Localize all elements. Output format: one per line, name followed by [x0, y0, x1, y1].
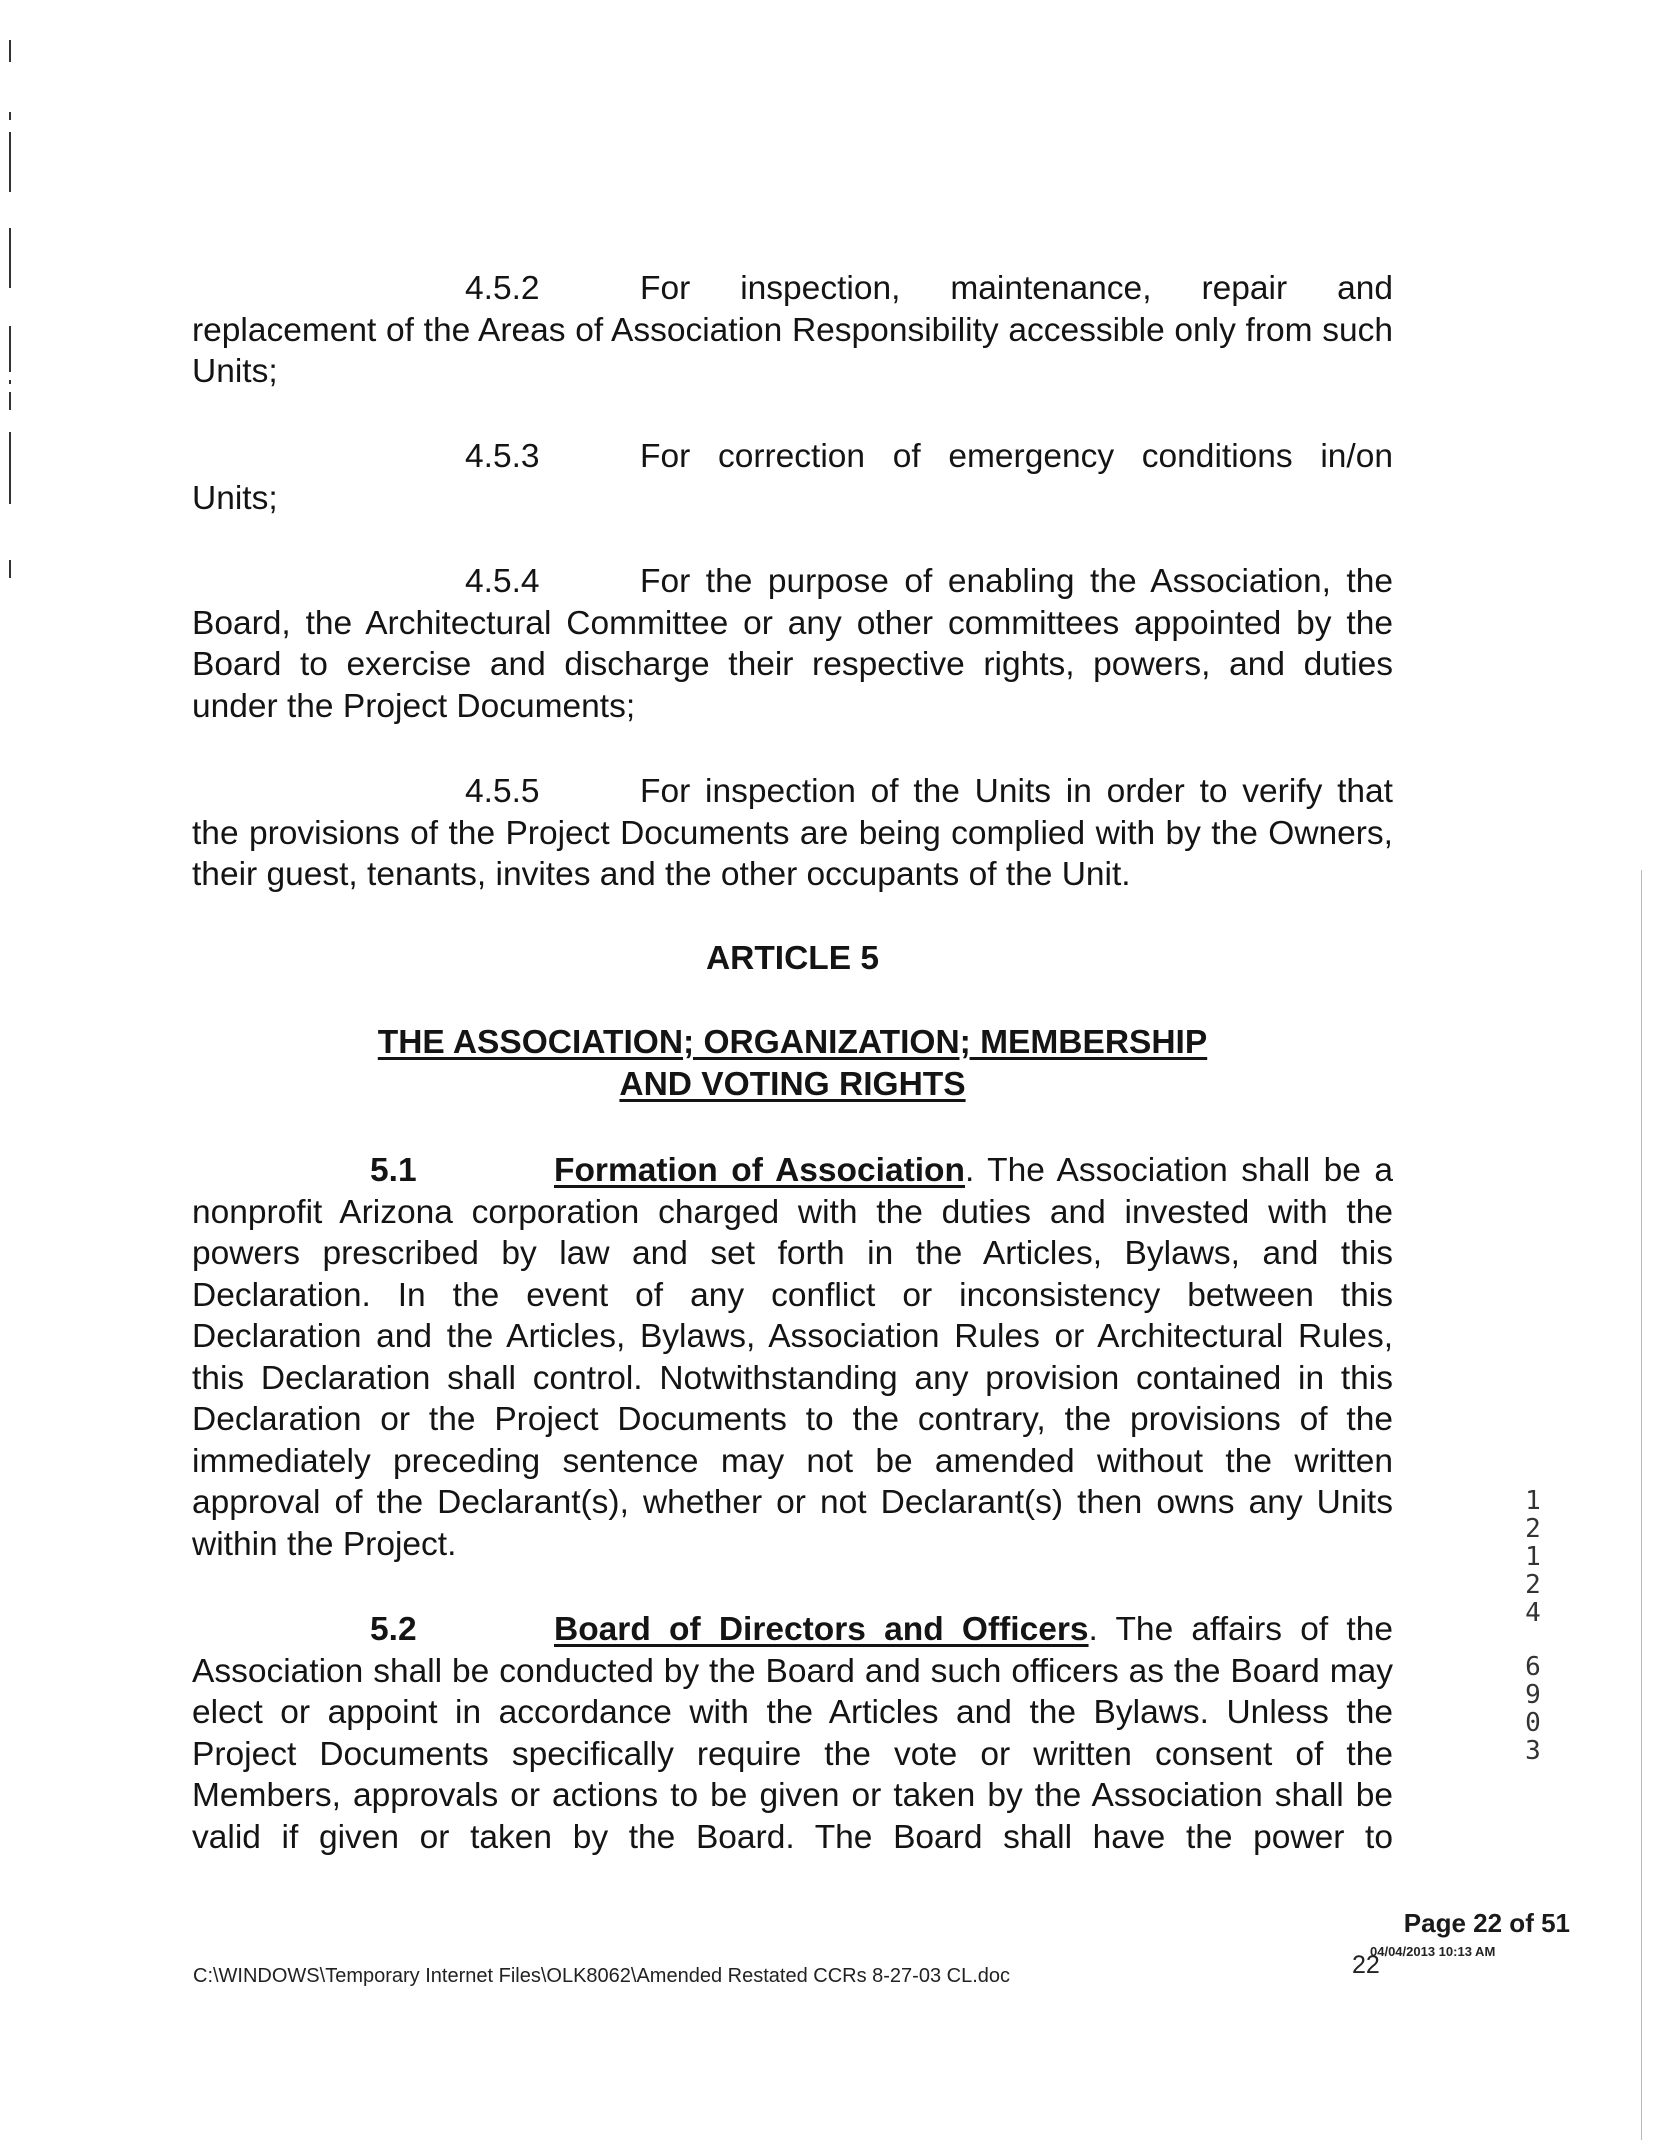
stamp-digit: 1 [1525, 1486, 1541, 1516]
section-text: Units; [192, 479, 278, 517]
article-title: ARTICLE 5 [705, 940, 880, 977]
section-4-5-4 [192, 561, 1393, 727]
section-4-5-2 [192, 268, 1393, 393]
section-heading: Board of Directors and Officers [554, 1611, 1089, 1648]
stamp-digit: 6 [1525, 1652, 1541, 1682]
stamp-digit: 3 [1525, 1736, 1541, 1766]
section-text: that the provisions of the Project Documents are being complied with by the Owners, their guest, tenants, invites and the other occupants of the Unit. [192, 773, 1393, 893]
section-number: 4.5.5 [465, 773, 540, 810]
footer-print-timestamp: 04/04/2013 10:13 AM [1370, 1944, 1496, 1959]
stamp-digit: 0 [1525, 1708, 1541, 1738]
article-subtitle-line-2: AND VOTING RIGHTS [619, 1066, 966, 1103]
section-5-1 [192, 1150, 1393, 1565]
section-first-line: For inspection, maintenance, repair and [640, 270, 1393, 307]
section-first-line: For inspection of the Units in order to verify [640, 773, 1323, 810]
stamp-digit: 2 [1525, 1570, 1541, 1600]
scan-margin-marks [0, 40, 20, 600]
section-first-line: For the purpose of enabling the Association, [640, 563, 1331, 600]
stamp-digit: 9 [1525, 1680, 1541, 1710]
section-text: Association shall be conducted by the Board and such officers as the Board may elect or appoint in accordance with the Articles and the Bylaws. Unless the Project Documents specifically require the vote or written consent of the Members, approvals or actions to be given or taken by the Association shall be valid if given or taken by the Board. The Board shall have the power to [192, 1652, 1393, 1856]
section-first-line: For correction of emergency conditions in/on [640, 438, 1393, 475]
scan-edge-line [1641, 870, 1642, 2140]
section-number: 4.5.2 [465, 270, 540, 307]
section-number: 4.5.4 [465, 563, 540, 600]
section-text: the Board, the Architectural Committee or any other committees appointed by the Board to exercise and discharge their respective rights, powers, and duties under the Project Documents; [192, 563, 1393, 725]
recording-number-stamp [1518, 1487, 1548, 1765]
section-number: 4.5.3 [465, 438, 540, 475]
section-text: be a nonprofit Arizona corporation charged with the duties and invested with the powers prescribed by law and set forth in the Articles, Bylaws, and this Declaration. In the event of any conflict or inconsistency between this Declaration and the Articles, Bylaws, Association Rules or Architectural Rules, this Declaration shall control. Notwithstanding any provision contained in this Declaration or the Project Documents to the contrary, the provisions of the immediately preceding sentence may not be amended without the written approval of the Declarant(s), whether or not Declarant(s) then owns any Units within the Project. [192, 1152, 1394, 1563]
stamp-digit: 2 [1525, 1514, 1541, 1544]
article-subtitle-line-1: THE ASSOCIATION; ORGANIZATION; MEMBERSHIP [377, 1024, 1208, 1061]
section-first-line: . The Association shall [964, 1152, 1311, 1189]
stamp-digit: 1 [1525, 1542, 1541, 1572]
section-number: 5.1 [370, 1152, 417, 1189]
footer-file-path: C:\WINDOWS\Temporary Internet Files\OLK8062\Amended Restated CCRs 8-27-03 CL.doc [193, 1965, 1010, 1987]
section-heading: Formation of Association [554, 1152, 965, 1189]
stamp-digit: 4 [1525, 1598, 1541, 1628]
section-text: replacement of the Areas of Association Responsibility accessible only from such Units; [192, 311, 1393, 390]
footer-page-label: Page 22 of 51 [1403, 1908, 1570, 1938]
section-number: 5.2 [370, 1611, 417, 1648]
section-4-5-3 [192, 436, 1393, 519]
section-4-5-5 [192, 771, 1393, 896]
footer-page-number: 22 [1352, 1951, 1380, 1979]
section-5-2 [192, 1609, 1393, 1858]
section-first-line: . The affairs of the [1088, 1611, 1393, 1648]
